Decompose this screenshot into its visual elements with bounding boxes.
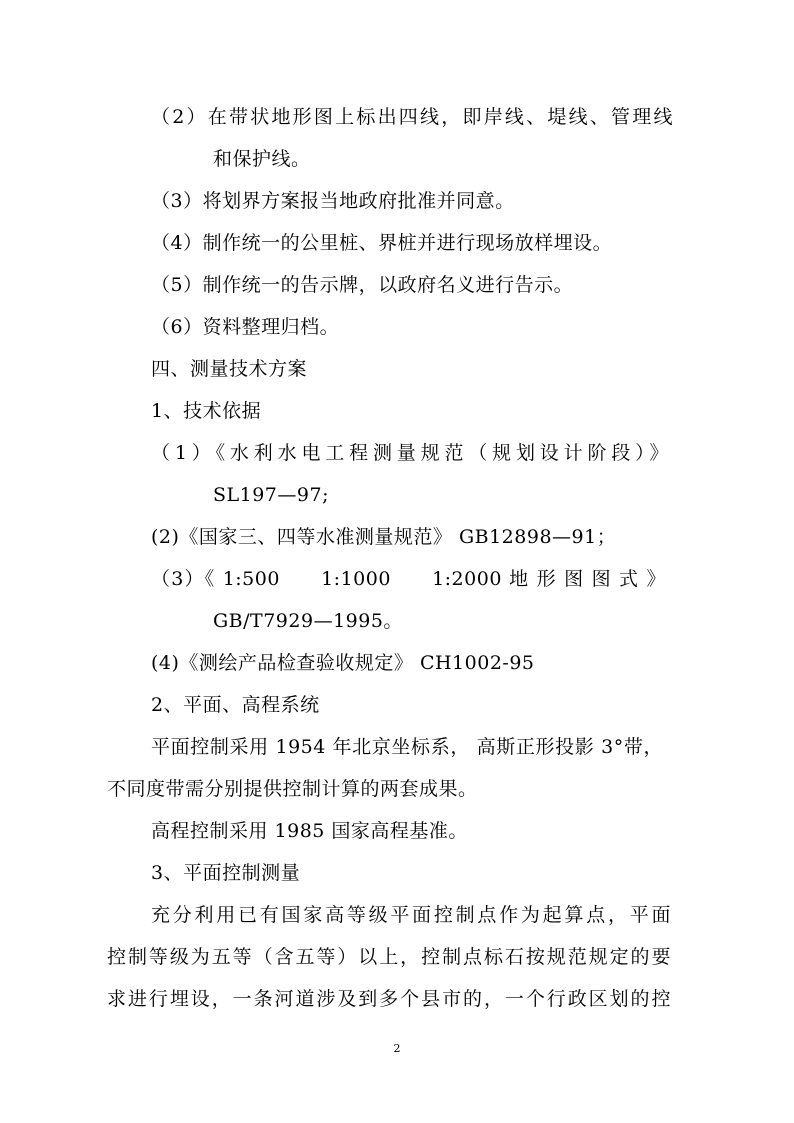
paragraph-plane-control-line-2: 不同度带需分别提供控制计算的两套成果。 xyxy=(107,778,478,800)
step-6: （6）资料整理归档。 xyxy=(151,316,340,338)
paragraph-elevation-control: 高程控制采用 1985 国家高程基准。 xyxy=(151,820,468,842)
step-2-line-2: 和保护线。 xyxy=(213,148,311,170)
reference-4: (4)《测绘产品检查验收规定》 CH1002-95 xyxy=(151,652,535,674)
step-5: （5）制作统一的告示牌，以政府名义进行告示。 xyxy=(151,274,574,296)
paragraph-control-survey-line-2: 控制等级为五等（含五等）以上，控制点标石按规范规定的要 xyxy=(107,946,671,968)
subsection-heading-2: 2、平面、高程系统 xyxy=(151,694,320,716)
section-heading-4: 四、测量技术方案 xyxy=(151,358,308,380)
reference-1-line-1: （1）《水利水电工程测量规范（规划设计阶段）》 xyxy=(151,442,669,464)
step-4: （4）制作统一的公里桩、界桩并进行现场放样埋设。 xyxy=(151,232,613,254)
reference-3-line-2: GB/T7929—1995。 xyxy=(213,610,403,632)
reference-1-line-2: SL197—97; xyxy=(213,484,329,506)
step-3: （3）将划界方案报当地政府批准并同意。 xyxy=(151,190,515,212)
reference-2: (2)《国家三、四等水准测量规范》 GB12898—91； xyxy=(151,526,617,548)
subsection-heading-1: 1、技术依据 xyxy=(151,400,262,422)
paragraph-plane-control-line-1: 平面控制采用 1954 年北京坐标系， 高斯正形投影 3°带， xyxy=(151,736,663,758)
reference-3-line-1: （3）《 1:500 1:1000 1:2000 地 形 图 图 式 》 xyxy=(151,568,666,590)
page-number: 2 xyxy=(393,1042,401,1055)
paragraph-control-survey-line-1: 充分利用已有国家高等级平面控制点作为起算点，平面 xyxy=(151,904,671,926)
paragraph-control-survey-line-3: 求进行埋设，一条河道涉及到多个县市的，一个行政区划的控 xyxy=(107,988,671,1010)
subsection-heading-3: 3、平面控制测量 xyxy=(151,862,301,884)
step-2-line-1: （2）在带状地形图上标出四线，即岸线、堤线、管理线 xyxy=(151,106,673,128)
